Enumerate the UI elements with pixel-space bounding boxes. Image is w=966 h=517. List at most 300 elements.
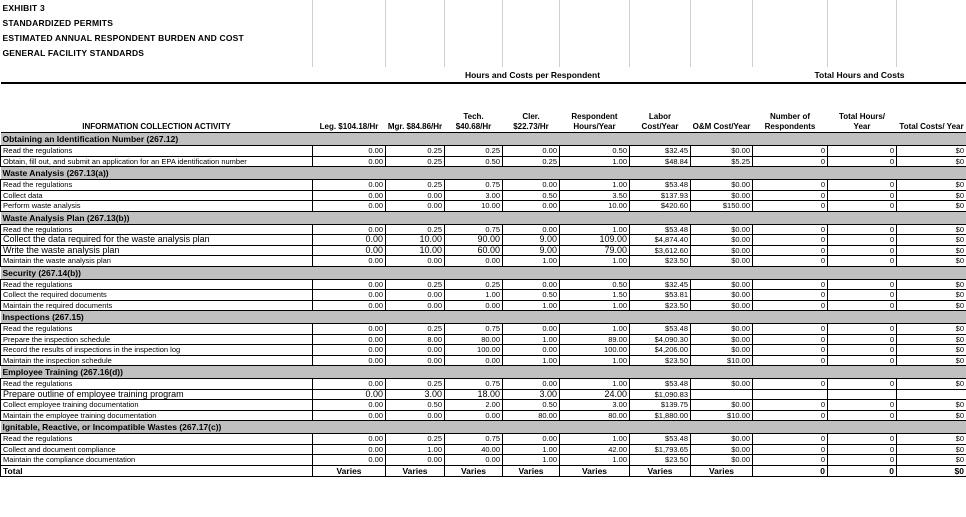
activity-label: Read the regulations: [1, 279, 313, 290]
value-cell: 0.25: [386, 224, 445, 235]
column-header: Cler. $22.73/Hr: [503, 83, 560, 133]
empty-cell: [630, 45, 691, 60]
table-row: [1, 410, 966, 421]
total-value: 0: [753, 465, 828, 476]
value-cell: 0.00: [445, 455, 503, 466]
value-cell: 0: [828, 190, 897, 201]
empty-cell: [560, 30, 630, 45]
table-row: [1, 444, 966, 455]
value-cell: $0.00: [691, 224, 753, 235]
empty-cell: [386, 0, 445, 15]
group-per-respondent: Hours and Costs per Respondent: [313, 67, 753, 83]
activity-label: Read the regulations: [1, 180, 313, 191]
value-cell: 1.00: [386, 444, 445, 455]
column-header: Number of Respondents: [753, 83, 828, 133]
empty-cell: [753, 45, 828, 60]
value-cell: $53.81: [630, 290, 691, 301]
value-cell: 10.00: [445, 201, 503, 212]
activity-label: Read the regulations: [1, 379, 313, 390]
empty-cell: [560, 45, 630, 60]
value-cell: 0.00: [313, 256, 386, 267]
value-cell: $0: [897, 345, 966, 356]
empty-cell: [1, 60, 313, 67]
value-cell: $0.00: [691, 190, 753, 201]
value-cell: 0.75: [445, 379, 503, 390]
value-cell: 0.25: [386, 379, 445, 390]
value-cell: 0.00: [503, 224, 560, 235]
value-cell: 0.75: [445, 224, 503, 235]
value-cell: 0.00: [313, 455, 386, 466]
value-cell: [897, 389, 966, 400]
section-title: Obtaining an Identification Number (267.12): [1, 133, 966, 146]
activity-label: Collect the data required for the waste analysis plan: [1, 235, 313, 246]
table-row: [1, 434, 966, 445]
value-cell: 0: [828, 224, 897, 235]
empty-cell: [313, 60, 386, 67]
header-line: [1, 0, 966, 15]
value-cell: 0.00: [386, 201, 445, 212]
value-cell: 0.50: [503, 400, 560, 411]
empty-cell: [828, 30, 897, 45]
value-cell: $0: [897, 355, 966, 366]
value-cell: $0: [897, 300, 966, 311]
value-cell: 0.00: [445, 410, 503, 421]
value-cell: $420.60: [630, 201, 691, 212]
value-cell: 8.00: [386, 334, 445, 345]
value-cell: $0: [897, 146, 966, 157]
value-cell: 0.25: [386, 156, 445, 167]
empty-cell: [503, 0, 560, 15]
value-cell: 0: [753, 355, 828, 366]
activity-label: Obtain, fill out, and submit an application for an EPA identification number: [1, 156, 313, 167]
value-cell: 0.00: [386, 190, 445, 201]
empty-cell: [503, 30, 560, 45]
column-header: Mgr. $84.86/Hr: [386, 83, 445, 133]
value-cell: 1.00: [560, 256, 630, 267]
value-cell: 0.00: [313, 201, 386, 212]
section-header: [1, 211, 966, 224]
column-header: Total Costs/ Year: [897, 83, 966, 133]
value-cell: 0: [828, 156, 897, 167]
empty-cell: [630, 0, 691, 15]
value-cell: $53.48: [630, 379, 691, 390]
value-cell: 0: [753, 379, 828, 390]
section-header: [1, 311, 966, 324]
activity-label: Collect the required documents: [1, 290, 313, 301]
value-cell: 0.75: [445, 324, 503, 335]
value-cell: 0: [828, 180, 897, 191]
empty-cell: [313, 0, 386, 15]
section-header: [1, 133, 966, 146]
activity-label: Maintain the required documents: [1, 300, 313, 311]
value-cell: 3.50: [560, 190, 630, 201]
value-cell: 0: [753, 434, 828, 445]
empty-cell: [828, 45, 897, 60]
column-header-row: [1, 83, 966, 133]
activity-label: Maintain the compliance documentation: [1, 455, 313, 466]
value-cell: 0.00: [386, 410, 445, 421]
section-title: Security (267.14(b)): [1, 266, 966, 279]
value-cell: $0: [897, 410, 966, 421]
empty-cell: [445, 45, 503, 60]
value-cell: 0: [828, 146, 897, 157]
value-cell: 80.00: [560, 410, 630, 421]
column-header: Labor Cost/Year: [630, 83, 691, 133]
value-cell: 0.00: [313, 245, 386, 256]
section-header: [1, 366, 966, 379]
value-cell: $53.48: [630, 324, 691, 335]
value-cell: 1.00: [560, 324, 630, 335]
empty-cell: [313, 30, 386, 45]
total-value: Varies: [386, 465, 445, 476]
empty-cell: [897, 30, 966, 45]
empty-cell: [897, 15, 966, 30]
empty-cell: [630, 15, 691, 30]
value-cell: $0: [897, 224, 966, 235]
value-cell: 0.00: [386, 455, 445, 466]
activity-label: Maintain the inspection schedule: [1, 355, 313, 366]
value-cell: $0: [897, 400, 966, 411]
value-cell: 0.00: [445, 300, 503, 311]
value-cell: $0.00: [691, 379, 753, 390]
value-cell: $0.00: [691, 434, 753, 445]
total-value: $0: [897, 465, 966, 476]
empty-cell: [560, 0, 630, 15]
value-cell: 0.00: [313, 300, 386, 311]
value-cell: 0.00: [503, 146, 560, 157]
total-row: [1, 465, 966, 476]
empty-cell: [691, 15, 753, 30]
group-total: Total Hours and Costs: [753, 67, 966, 83]
total-label: Total: [1, 465, 313, 476]
value-cell: $0: [897, 434, 966, 445]
value-cell: 0: [753, 300, 828, 311]
activity-label: Read the regulations: [1, 224, 313, 235]
column-header: Respondent Hours/Year: [560, 83, 630, 133]
empty-cell: [897, 60, 966, 67]
value-cell: 0.00: [313, 324, 386, 335]
value-cell: 0: [828, 201, 897, 212]
value-cell: 10.00: [560, 201, 630, 212]
total-value: Varies: [503, 465, 560, 476]
value-cell: 0.25: [445, 279, 503, 290]
section-header: [1, 266, 966, 279]
value-cell: $23.50: [630, 355, 691, 366]
total-value: Varies: [560, 465, 630, 476]
section-title: Employee Training (267.16(d)): [1, 366, 966, 379]
header-text: GENERAL FACILITY STANDARDS: [1, 45, 313, 60]
value-cell: 0.00: [313, 156, 386, 167]
value-cell: $5.25: [691, 156, 753, 167]
empty-cell: [313, 15, 386, 30]
header-line: [1, 15, 966, 30]
activity-label: Collect data: [1, 190, 313, 201]
value-cell: $3,612.60: [630, 245, 691, 256]
empty-cell: [386, 15, 445, 30]
value-cell: $137.93: [630, 190, 691, 201]
value-cell: 0.00: [503, 345, 560, 356]
empty-cell: [691, 60, 753, 67]
value-cell: $150.00: [691, 201, 753, 212]
total-value: 0: [828, 465, 897, 476]
value-cell: 0.50: [445, 156, 503, 167]
value-cell: 0: [753, 201, 828, 212]
header-text: ESTIMATED ANNUAL RESPONDENT BURDEN AND COST: [1, 30, 313, 45]
value-cell: 0.00: [503, 201, 560, 212]
table-row: [1, 324, 966, 335]
value-cell: 0.00: [313, 180, 386, 191]
total-value: Varies: [313, 465, 386, 476]
value-cell: $0.00: [691, 324, 753, 335]
empty-cell: [560, 15, 630, 30]
activity-label: Collect and document compliance: [1, 444, 313, 455]
value-cell: 0.00: [386, 355, 445, 366]
value-cell: 1.00: [503, 355, 560, 366]
empty-cell: [828, 15, 897, 30]
value-cell: 80.00: [445, 334, 503, 345]
value-cell: 0.00: [386, 290, 445, 301]
value-cell: 0: [753, 400, 828, 411]
value-cell: 10.00: [386, 245, 445, 256]
empty-cell: [445, 30, 503, 45]
value-cell: $10.00: [691, 355, 753, 366]
value-cell: 0: [828, 355, 897, 366]
empty-cell: [691, 45, 753, 60]
activity-label: Prepare the inspection schedule: [1, 334, 313, 345]
empty-cell: [503, 45, 560, 60]
value-cell: 0.75: [445, 180, 503, 191]
empty-cell: [1, 67, 313, 83]
value-cell: 0: [753, 410, 828, 421]
empty-cell: [828, 60, 897, 67]
spacer-row: [1, 60, 966, 67]
value-cell: 0.25: [386, 146, 445, 157]
value-cell: 0.00: [313, 410, 386, 421]
value-cell: $53.48: [630, 224, 691, 235]
value-cell: 0: [753, 224, 828, 235]
value-cell: 0: [828, 400, 897, 411]
value-cell: 0: [828, 345, 897, 356]
value-cell: 0.00: [313, 355, 386, 366]
value-cell: $0: [897, 156, 966, 167]
empty-cell: [503, 15, 560, 30]
value-cell: $0: [897, 235, 966, 246]
empty-cell: [386, 30, 445, 45]
value-cell: 0: [753, 146, 828, 157]
value-cell: $4,090.30: [630, 334, 691, 345]
table-row: [1, 290, 966, 301]
value-cell: $0.00: [691, 245, 753, 256]
value-cell: 79.00: [560, 245, 630, 256]
activity-label: Read the regulations: [1, 324, 313, 335]
group-header-row: [1, 67, 966, 83]
value-cell: 0: [753, 334, 828, 345]
value-cell: $0: [897, 455, 966, 466]
value-cell: 0.00: [503, 379, 560, 390]
value-cell: $48.84: [630, 156, 691, 167]
value-cell: 0: [828, 410, 897, 421]
value-cell: 0: [828, 256, 897, 267]
value-cell: 40.00: [445, 444, 503, 455]
activity-label: Collect employee training documentation: [1, 400, 313, 411]
table-row: [1, 224, 966, 235]
value-cell: 42.00: [560, 444, 630, 455]
empty-cell: [630, 60, 691, 67]
value-cell: 0: [828, 434, 897, 445]
value-cell: 0.00: [503, 180, 560, 191]
value-cell: $0: [897, 334, 966, 345]
value-cell: [828, 389, 897, 400]
column-header: Tech. $40.68/Hr: [445, 83, 503, 133]
value-cell: 1.50: [560, 290, 630, 301]
value-cell: 0.00: [313, 434, 386, 445]
table-row: [1, 389, 966, 400]
total-value: Varies: [691, 465, 753, 476]
value-cell: 1.00: [503, 334, 560, 345]
value-cell: 1.00: [503, 444, 560, 455]
empty-cell: [753, 0, 828, 15]
table-row: [1, 279, 966, 290]
value-cell: [753, 389, 828, 400]
column-header: Leg. $104.18/Hr: [313, 83, 386, 133]
value-cell: 0.00: [313, 379, 386, 390]
table-row: [1, 256, 966, 267]
value-cell: 0: [753, 455, 828, 466]
activity-label: Maintain the employee training documentation: [1, 410, 313, 421]
empty-cell: [503, 60, 560, 67]
table-row: [1, 190, 966, 201]
value-cell: $139.75: [630, 400, 691, 411]
value-cell: 1.00: [560, 180, 630, 191]
value-cell: $4,206.00: [630, 345, 691, 356]
value-cell: $0: [897, 190, 966, 201]
value-cell: $0: [897, 201, 966, 212]
value-cell: 0.50: [503, 290, 560, 301]
value-cell: $32.45: [630, 279, 691, 290]
table-row: [1, 400, 966, 411]
value-cell: 1.00: [560, 434, 630, 445]
table-row: [1, 235, 966, 246]
value-cell: 0.00: [313, 290, 386, 301]
value-cell: 0.50: [560, 146, 630, 157]
value-cell: 0.00: [386, 300, 445, 311]
empty-cell: [445, 0, 503, 15]
value-cell: [691, 389, 753, 400]
value-cell: $0.00: [691, 235, 753, 246]
value-cell: 2.00: [445, 400, 503, 411]
value-cell: 0: [753, 345, 828, 356]
value-cell: $0: [897, 245, 966, 256]
empty-cell: [386, 45, 445, 60]
table-row: [1, 146, 966, 157]
value-cell: $0: [897, 279, 966, 290]
empty-cell: [445, 60, 503, 67]
value-cell: 0: [828, 379, 897, 390]
value-cell: 9.00: [503, 245, 560, 256]
value-cell: $0.00: [691, 334, 753, 345]
value-cell: 109.00: [560, 235, 630, 246]
section-header: [1, 421, 966, 434]
activity-label: Read the regulations: [1, 434, 313, 445]
value-cell: $53.48: [630, 180, 691, 191]
value-cell: 3.00: [386, 389, 445, 400]
value-cell: 1.00: [560, 224, 630, 235]
value-cell: $0.00: [691, 256, 753, 267]
value-cell: $53.48: [630, 434, 691, 445]
activity-label: Prepare outline of employee training program: [1, 389, 313, 400]
value-cell: 60.00: [445, 245, 503, 256]
activity-label: Read the regulations: [1, 146, 313, 157]
value-cell: 3.00: [560, 400, 630, 411]
value-cell: $1,793.65: [630, 444, 691, 455]
activity-label: Write the waste analysis plan: [1, 245, 313, 256]
value-cell: 0.00: [313, 334, 386, 345]
value-cell: 0: [753, 245, 828, 256]
value-cell: 0: [828, 235, 897, 246]
total-value: Varies: [630, 465, 691, 476]
value-cell: 0: [828, 245, 897, 256]
value-cell: 1.00: [503, 300, 560, 311]
activity-label: Record the results of inspections in the inspection log: [1, 345, 313, 356]
column-header: Total Hours/ Year: [828, 83, 897, 133]
header-line: [1, 30, 966, 45]
value-cell: 0: [828, 279, 897, 290]
activity-label: Perform waste analysis: [1, 201, 313, 212]
value-cell: 0.00: [313, 146, 386, 157]
value-cell: 0.00: [386, 345, 445, 356]
section-title: Inspections (267.15): [1, 311, 966, 324]
table-row: [1, 245, 966, 256]
value-cell: 0.00: [503, 324, 560, 335]
value-cell: 0.00: [313, 279, 386, 290]
value-cell: 90.00: [445, 235, 503, 246]
total-value: Varies: [445, 465, 503, 476]
value-cell: 0: [753, 256, 828, 267]
value-cell: 1.00: [445, 290, 503, 301]
column-header: O&M Cost/Year: [691, 83, 753, 133]
table-row: [1, 156, 966, 167]
empty-cell: [828, 0, 897, 15]
value-cell: 9.00: [503, 235, 560, 246]
empty-cell: [445, 15, 503, 30]
value-cell: 0.00: [313, 400, 386, 411]
value-cell: 0: [828, 300, 897, 311]
table-row: [1, 455, 966, 466]
value-cell: 0.25: [503, 156, 560, 167]
value-cell: $0.00: [691, 400, 753, 411]
value-cell: 0.00: [313, 224, 386, 235]
value-cell: 0.00: [313, 444, 386, 455]
empty-cell: [753, 60, 828, 67]
value-cell: 0.00: [445, 256, 503, 267]
value-cell: 0.00: [503, 279, 560, 290]
value-cell: $0.00: [691, 279, 753, 290]
value-cell: 0.00: [313, 389, 386, 400]
table-row: [1, 201, 966, 212]
table-row: [1, 355, 966, 366]
value-cell: $0: [897, 444, 966, 455]
value-cell: 1.00: [560, 156, 630, 167]
table-row: [1, 334, 966, 345]
table-row: [1, 345, 966, 356]
value-cell: 0.50: [386, 400, 445, 411]
value-cell: $0: [897, 290, 966, 301]
value-cell: $0.00: [691, 180, 753, 191]
value-cell: 0: [828, 290, 897, 301]
table-row: [1, 379, 966, 390]
value-cell: 1.00: [560, 379, 630, 390]
value-cell: 1.00: [560, 455, 630, 466]
